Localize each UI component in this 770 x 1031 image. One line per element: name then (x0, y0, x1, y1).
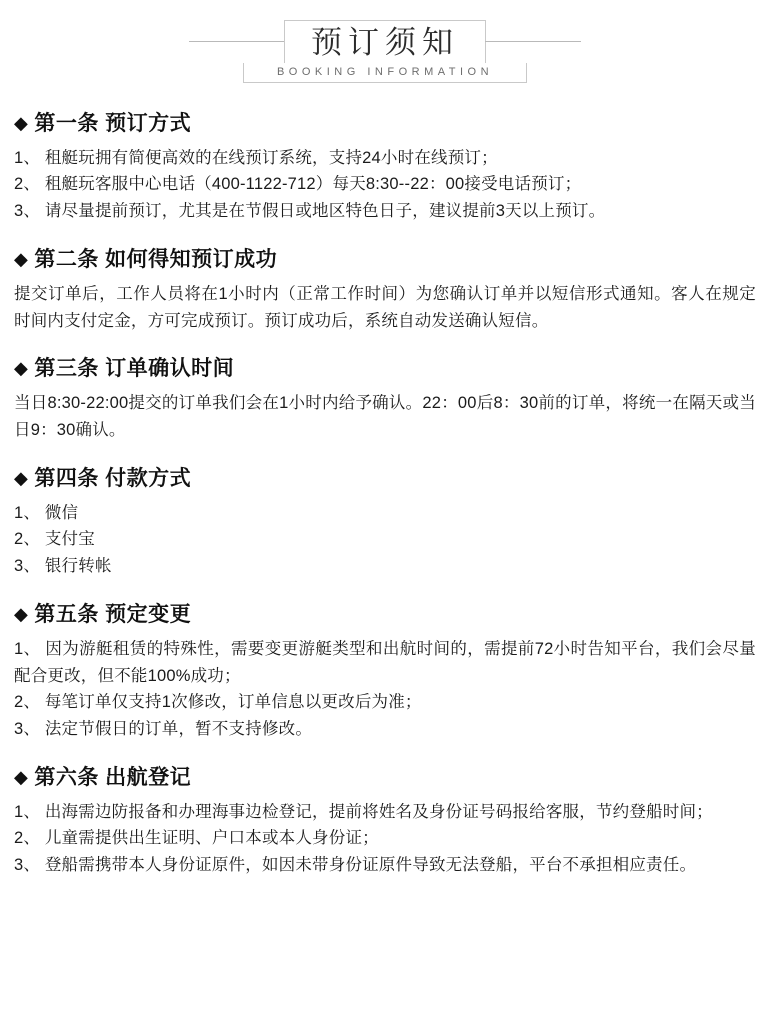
page-title: 预订须知 (311, 25, 459, 60)
subtitle-box (243, 63, 527, 83)
section-1-list (14, 145, 756, 225)
section-4-heading (14, 462, 756, 492)
section-3-heading (14, 352, 756, 382)
section-2-title: 第二条 如何得知预订成功 (34, 247, 278, 271)
section-1 (14, 107, 756, 225)
list-item: 1、 租艇玩拥有简便高效的在线预订系统，支持24小时在线预订； (14, 148, 498, 167)
diamond-bullet-icon: ◆ (14, 467, 29, 488)
section-2-heading (14, 243, 756, 273)
list-item: 2、 支付宝 (14, 530, 95, 549)
subtitle-wrap (14, 63, 756, 83)
page-subtitle: BOOKING INFORMATION (276, 65, 494, 78)
section-1-heading (14, 107, 756, 137)
list-item: 2、 租艇玩客服中心电话（400-1122-712）每天8:30--22：00接受电话预订； (14, 175, 582, 194)
header-title-row (14, 20, 756, 63)
diamond-bullet-icon: ◆ (14, 112, 29, 133)
list-item: 3、 法定节假日的订单，暂不支持修改。 (14, 719, 313, 738)
section-1-title: 第一条 预订方式 (34, 111, 192, 135)
document-header (14, 14, 756, 89)
list-item: 1、 因为游艇租赁的特殊性，需要变更游艇类型和出航时间的，需提前72小时告知平台，我们会尽量配合更改，但不能100%成功； (14, 639, 756, 685)
list-item: 2、 每笔订单仅支持1次修改，订单信息以更改后为准； (14, 693, 422, 712)
list-item: 3、 登船需携带本人身份证原件，如因未带身份证原件导致无法登船，平台不承担相应责任。 (14, 856, 697, 875)
section-3-paragraph: 当日8:30-22:00提交的订单我们会在1小时内给予确认。22：00后8：30前的订单，将统一在隔天或当日9：30确认。 (14, 394, 756, 439)
list-item: 3、 银行转帐 (14, 557, 112, 576)
list-item: 1、 出海需边防报备和办理海事边检登记，提前将姓名及身份证号码报给客服，节约登船时间； (14, 802, 713, 821)
diamond-bullet-icon: ◆ (14, 358, 29, 379)
section-2 (14, 243, 756, 334)
diamond-bullet-icon: ◆ (14, 766, 29, 787)
section-5 (14, 598, 756, 743)
section-2-paragraph: 提交订单后，工作人员将在1小时内（正常工作时间）为您确认订单并以短信形式通知。客人在规定时间内支付定金，方可完成预订。预订成功后，系统自动发送确认短信。 (14, 284, 756, 330)
diamond-bullet-icon: ◆ (14, 603, 29, 624)
section-6-list (14, 799, 756, 879)
section-3 (14, 352, 756, 443)
list-item: 2、 儿童需提供出生证明、户口本或本人身份证； (14, 829, 379, 848)
section-4 (14, 462, 756, 580)
section-5-title: 第五条 预定变更 (34, 602, 192, 626)
title-box (284, 20, 486, 63)
header-rule-right (485, 41, 581, 42)
section-6-heading (14, 761, 756, 791)
header-rule-left (189, 41, 285, 42)
diamond-bullet-icon: ◆ (14, 248, 29, 269)
section-3-title: 第三条 订单确认时间 (34, 357, 235, 381)
section-4-list (14, 500, 756, 580)
section-5-list (14, 636, 756, 743)
list-item: 3、 请尽量提前预订，尤其是在节假日或地区特色日子，建议提前3天以上预订。 (14, 202, 606, 221)
section-6-title: 第六条 出航登记 (34, 765, 192, 789)
section-4-title: 第四条 付款方式 (34, 466, 192, 490)
section-5-heading (14, 598, 756, 628)
list-item: 1、 微信 (14, 503, 79, 522)
section-6 (14, 761, 756, 879)
